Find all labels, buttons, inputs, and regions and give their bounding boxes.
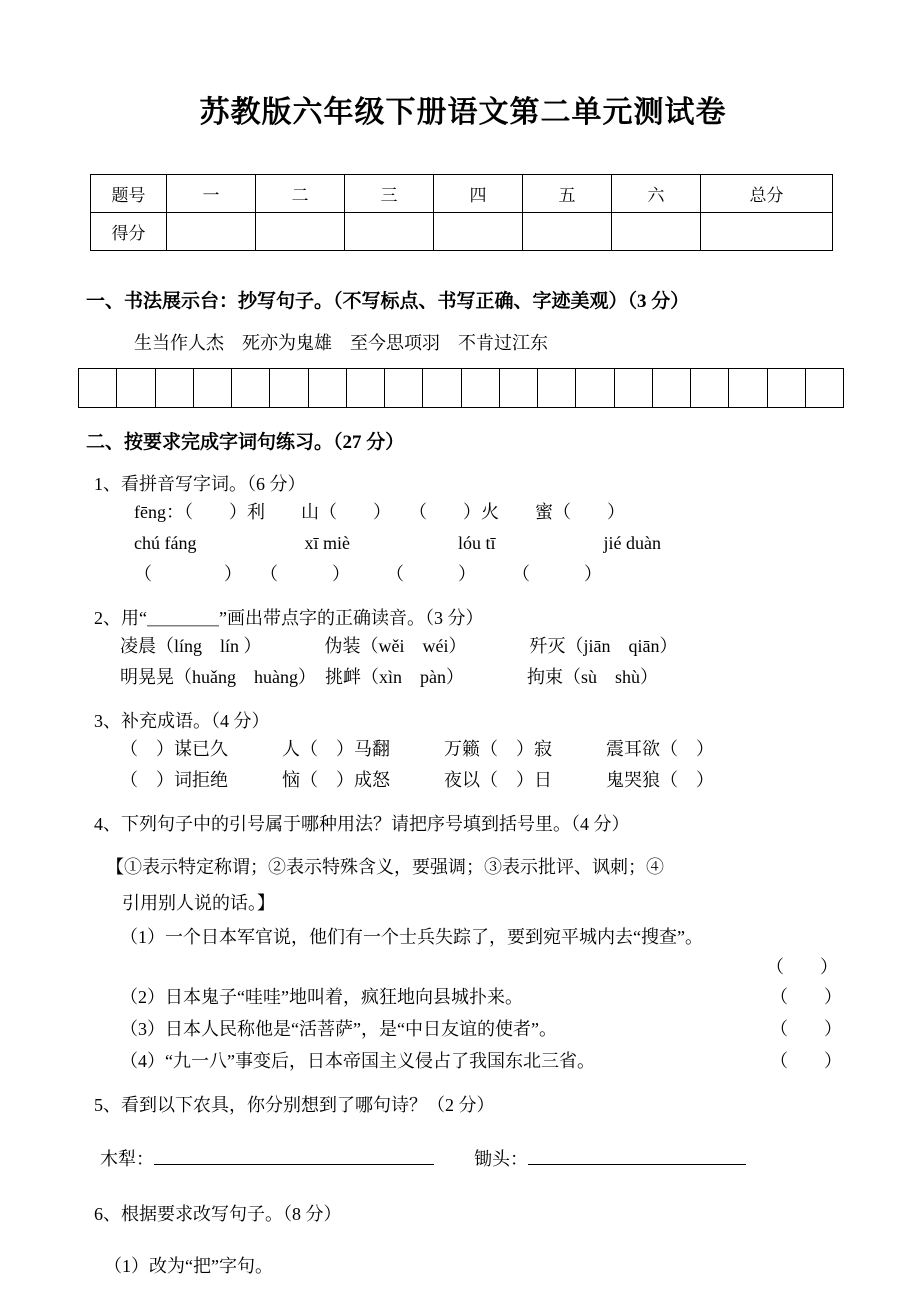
- score-blank-cell-total: [701, 213, 833, 251]
- score-table-score-row: [91, 213, 833, 251]
- q5-label: 5、看到以下农具，你分别想到了哪句诗？（2 分）: [94, 1095, 495, 1115]
- q4-item-3: [84, 1013, 842, 1045]
- score-blank-cell-5: [523, 213, 612, 251]
- writing-grid-cell: [691, 369, 729, 407]
- q5-answer-row: [84, 1144, 842, 1173]
- q4-item-3-answer-paren: （ ）: [770, 1019, 842, 1039]
- q6-label: 6、根据要求改写句子。（8 分）: [94, 1204, 342, 1224]
- score-table-col-total: 总分: [701, 175, 833, 213]
- writing-grid-cell: [194, 369, 232, 407]
- writing-grid-cell: [653, 369, 691, 407]
- score-table-header-row: [91, 175, 833, 213]
- writing-grid-cell: [347, 369, 385, 407]
- q4-item-3-text: （3）日本人民称他是“活菩萨”，是“中日友谊的使者”。: [120, 1019, 557, 1039]
- q4-note-line-2: 引用别人说的话。】: [122, 893, 275, 913]
- q2-line-1: 凌晨（líng lín ） 伪装（wěi wéi） 歼灭（jiān qiān）: [120, 636, 678, 656]
- writing-grid-cell: [576, 369, 614, 407]
- section-two-heading: 二、按要求完成字词句练习。（27 分）: [86, 432, 405, 453]
- score-table-col-5: 五: [523, 175, 612, 213]
- q5-item-2-label: 锄头：: [474, 1149, 528, 1169]
- q5-blank-1: [154, 1144, 434, 1165]
- score-table-header-label: 题号: [91, 175, 167, 213]
- score-table-col-3: 三: [345, 175, 434, 213]
- q5-blank-2: [528, 1144, 746, 1165]
- writing-grid-cell: [156, 369, 194, 407]
- copy-sentence: 生当作人杰 死亦为鬼雄 至今思项羽 不肯过江东: [134, 333, 548, 353]
- score-table-score-label: 得分: [91, 213, 167, 251]
- writing-grid-cell: [270, 369, 308, 407]
- writing-grid-cell: [423, 369, 461, 407]
- q4-item-4-answer-paren: （ ）: [770, 1051, 842, 1071]
- q3-line-2: （ ）词拒绝 恼（ ）成怒 夜以（ ）日 鬼哭狼（ ）: [120, 770, 714, 790]
- q3-line-1: （ ）谋已久 人（ ）马翻 万籁（ ）寂 震耳欲（ ）: [120, 739, 714, 759]
- writing-grid-cell: [309, 369, 347, 407]
- writing-grid-cell: [232, 369, 270, 407]
- writing-grid-cell: [538, 369, 576, 407]
- writing-grid-cell: [615, 369, 653, 407]
- score-table-col-4: 四: [434, 175, 523, 213]
- writing-grid-cell: [768, 369, 806, 407]
- score-blank-cell-6: [612, 213, 701, 251]
- q4-item-4-text: （4）“九一八”事变后，日本帝国主义侵占了我国东北三省。: [120, 1051, 595, 1071]
- q2-line-2: 明晃晃（huǎng huàng） 挑衅（xìn pàn） 拘束（sù shù）: [120, 667, 658, 687]
- q4-item-4: [84, 1045, 842, 1077]
- score-table-col-1: 一: [167, 175, 256, 213]
- q4-item-1-answer-paren: （ ）: [766, 957, 838, 977]
- score-blank-cell-1: [167, 213, 256, 251]
- writing-grid-cell: [117, 369, 155, 407]
- writing-grid-cell: [385, 369, 423, 407]
- score-table-col-6: 六: [612, 175, 701, 213]
- q1-pinyin-line-2: chú fáng xī miè lóu tī jié duàn: [134, 533, 661, 553]
- score-blank-cell-3: [345, 213, 434, 251]
- q6-sub-1: （1）改为“把”字句。: [104, 1256, 273, 1276]
- q3-label: 3、补充成语。（4 分）: [94, 711, 270, 731]
- q4-note-line-1: 【①表示特定称谓；②表示特殊含义，要强调；③表示批评、讽刺；④: [106, 857, 664, 877]
- q5-item-1-label: 木犁：: [100, 1149, 154, 1169]
- q4-item-1: [84, 921, 842, 953]
- page-title: 苏教版六年级下册语文第二单元测试卷: [199, 96, 727, 129]
- q4-item-1-text: （1）一个日本军官说，他们有一个士兵失踪了，要到宛平城内去“搜查”。: [120, 927, 703, 947]
- q4-item-2-answer-paren: （ ）: [770, 987, 842, 1007]
- writing-grid-cell: [79, 369, 117, 407]
- q4-label: 4、下列句子中的引号属于哪种用法？请把序号填到括号里。（4 分）: [94, 814, 630, 834]
- q4-item-2: [84, 981, 842, 1013]
- q1-pinyin-line-1: fēng：（ ）利 山（ ） （ ）火 蜜（ ）: [134, 502, 625, 522]
- score-blank-cell-2: [256, 213, 345, 251]
- section-one-heading: 一、书法展示台：抄写句子。（不写标点、书写正确、字迹美观）（3 分）: [86, 291, 690, 312]
- writing-grid-cell: [462, 369, 500, 407]
- score-blank-cell-4: [434, 213, 523, 251]
- score-table-col-2: 二: [256, 175, 345, 213]
- q1-answer-parens-line: （ ） （ ） （ ） （ ）: [134, 564, 602, 584]
- q1-label: 1、看拼音写字词。（6 分）: [94, 474, 306, 494]
- q2-label: 2、用“＿＿＿＿”画出带点字的正确读音。（3 分）: [94, 608, 484, 628]
- score-table: [90, 174, 833, 251]
- writing-grid-cell: [500, 369, 538, 407]
- writing-grid: [78, 368, 844, 408]
- writing-grid-cell: [806, 369, 843, 407]
- writing-grid-cell: [729, 369, 767, 407]
- q4-item-2-text: （2）日本鬼子“哇哇”地叫着，疯狂地向县城扑来。: [120, 987, 523, 1007]
